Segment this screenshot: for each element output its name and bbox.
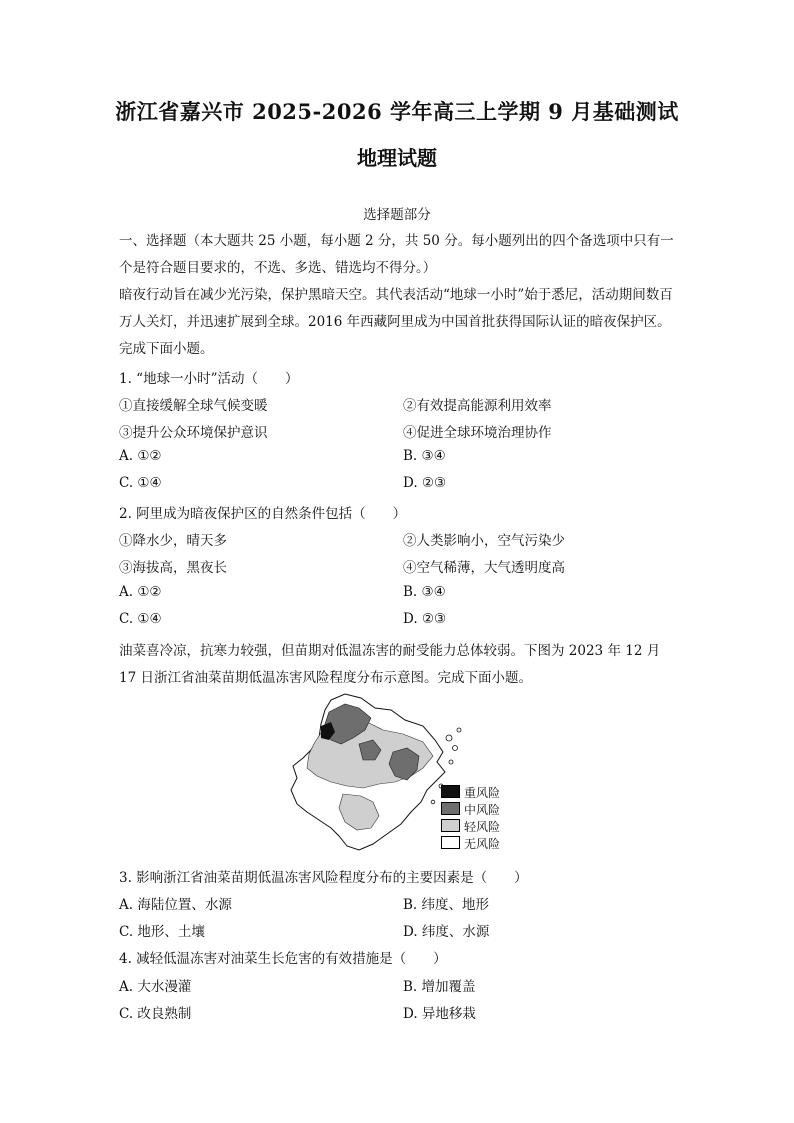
q3-option-d[interactable]: D. 纬度、水源 [403,924,490,940]
q3-option-a[interactable]: A. 海陆位置、水源 [119,897,232,913]
q2-item-1: ①降水少，晴天多 [119,533,227,549]
island [431,800,435,804]
q1-option-a[interactable]: A. ①② [119,448,162,464]
q1-option-c[interactable]: C. ①④ [119,475,162,491]
q4-option-a[interactable]: A. 大水漫灌 [119,979,192,995]
q1-item-2: ②有效提高能源利用效率 [403,398,552,414]
q2-item-4: ④空气稀薄，大气透明度高 [403,560,565,576]
q1-item-4: ④促进全球环境治理协作 [403,425,552,441]
exam-title: 浙江省嘉兴市 2025-2026 学年高三上学期 9 月基础测试 [115,99,679,124]
q2-item-3: ③海拔高，黑夜长 [119,560,227,576]
legend-light-risk [441,818,500,835]
legend-no-risk [441,835,500,852]
q1-option-d[interactable]: D. ②③ [403,475,447,491]
island [453,746,458,751]
q4-option-b[interactable]: B. 增加覆盖 [403,979,476,995]
island [449,760,453,764]
passage-2: 油菜喜冷凉，抗寒力较强，但苗期对低温冻害的耐受能力总体较弱。下图为 2023 年 12 月 17 日浙江省油菜苗期低温冻害风险程度分布示意图。完成下面小题。 [119,643,661,686]
q2-option-c[interactable]: C. ①④ [119,611,162,627]
legend-label: 无风险 [464,837,501,851]
island [457,728,461,732]
q3-stem: 3. 影响浙江省油菜苗期低温冻害风险程度分布的主要因素是（ ） [119,870,528,886]
legend-swatch-medium [441,802,460,815]
q2-option-b[interactable]: B. ③④ [403,584,446,600]
q4-option-d[interactable]: D. 异地移栽 [403,1006,476,1022]
q3-option-c[interactable]: C. 地形、土壤 [119,924,205,940]
q1-item-1: ①直接缓解全球气候变暖 [119,398,268,414]
legend-swatch-heavy [441,785,460,798]
q2-option-a[interactable]: A. ①② [119,584,162,600]
q2-stem: 2. 阿里成为暗夜保护区的自然条件包括（ ） [119,506,407,522]
legend-heavy-risk [441,784,500,801]
q1-option-b[interactable]: B. ③④ [403,448,446,464]
legend-swatch-light [441,819,460,832]
legend-swatch-none [441,836,460,849]
instructions: 一、选择题（本大题共 25 小题，每小题 2 分，共 50 分。每小题列出的四个备选项中只有一个是符合题目要求的，不选、多选、错选均不得分。） [119,233,674,276]
q4-option-c[interactable]: C. 改良熟制 [119,1006,192,1022]
q1-stem: 1. “地球一小时”活动（ ） [119,371,299,387]
legend-label: 重风险 [464,786,501,800]
q2-option-d[interactable]: D. ②③ [403,611,447,627]
q3-option-b[interactable]: B. 纬度、地形 [403,897,490,913]
exam-subtitle: 地理试题 [357,146,437,170]
island [446,735,452,741]
legend-label: 轻风险 [464,820,501,834]
legend-medium-risk [441,801,500,818]
q4-stem: 4. 减轻低温冻害对油菜生长危害的有效措施是（ ） [119,951,447,967]
q2-item-2: ②人类影响小，空气污染少 [403,533,565,549]
legend-label: 中风险 [464,803,501,817]
passage-1: 暗夜行动旨在减少光污染，保护黑暗天空。其代表活动“地球一小时”始于悉尼，活动期间数百万人关灯，并迅速扩展到全球。2016 年西藏阿里成为中国首批获得国际认证的暗夜保护区。完成下面小题。 [119,287,673,357]
section-label: 选择题部分 [363,207,431,223]
q1-item-3: ③提升公众环境保护意识 [119,425,268,441]
